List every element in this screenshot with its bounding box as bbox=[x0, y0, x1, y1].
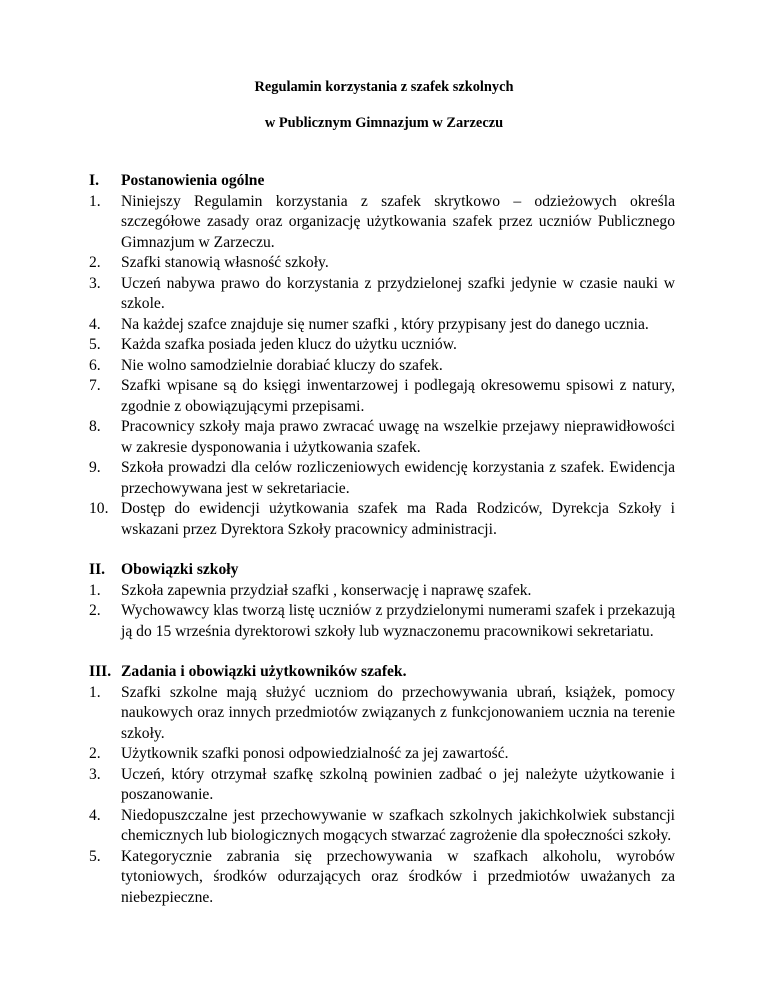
list-item bbox=[89, 744, 675, 765]
list-item bbox=[89, 458, 675, 499]
section-school-duties bbox=[89, 560, 675, 642]
list-item bbox=[89, 847, 675, 909]
item-text: Każda szafka posiada jeden klucz do użytku uczniów. bbox=[121, 336, 457, 353]
item-number: 3. bbox=[89, 274, 101, 292]
section-number: II. bbox=[89, 561, 106, 578]
item-number: 2. bbox=[89, 602, 101, 619]
list-item bbox=[89, 274, 675, 315]
item-text: Szafki stanowią własność szkoły. bbox=[121, 254, 329, 271]
item-number: 4. bbox=[89, 315, 101, 333]
item-number: 2. bbox=[89, 745, 101, 762]
item-number: 1. bbox=[89, 581, 101, 599]
section-title: Zadania i obowiązki użytkowników szafek. bbox=[121, 663, 407, 680]
item-number: 1. bbox=[89, 192, 101, 210]
item-text: Wychowawcy klas tworzą listę uczniów z przydzielonymi numerami szafek i przekazują ją do 15 września dyrektorowi szkoły lub wyznaczonemu pracownikowi sekretariatu. bbox=[121, 602, 675, 640]
item-text: Szkoła prowadzi dla celów rozliczeniowych ewidencję korzystania z szafek. Ewidencja przechowywana jest w sekretariacie. bbox=[121, 459, 675, 497]
section-number: III. bbox=[89, 663, 112, 680]
list-item bbox=[89, 499, 675, 540]
list-item bbox=[89, 765, 675, 806]
list-item bbox=[89, 417, 722, 458]
item-text: Kategorycznie zabrania się przechowywania w szafkach alkoholu, wyrobów tytoniowych, środków odurzających oraz środków i przedmiotów uważanych za niebezpieczne. bbox=[121, 847, 675, 906]
item-text: Szkoła zapewnia przydział szafki , konserwację i naprawę szafek. bbox=[121, 581, 532, 599]
document-title: Regulamin korzystania z szafek szkolnych bbox=[254, 79, 514, 95]
item-number: 5. bbox=[89, 847, 101, 865]
document-subtitle: w Publicznym Gimnazjum w Zarzeczu bbox=[264, 115, 504, 131]
section-heading bbox=[89, 171, 675, 192]
item-number: 7. bbox=[89, 377, 101, 394]
item-text: Uczeń, który otrzymał szafkę szkolną powinien zadbać o jej należyte użytkowanie i poszanowanie. bbox=[121, 765, 675, 803]
item-text: Niedopuszczalne jest przechowywanie w szafkach szkolnych jakichkolwiek substancji chemicznych lub biologicznych mogących stwarzać zagrożenie dla społeczności szkoły. bbox=[121, 806, 675, 844]
item-text: Na każdej szafce znajduje się numer szafki , który przypisany jest do danego ucznia. bbox=[121, 315, 649, 333]
list-item bbox=[89, 356, 675, 377]
item-text: Uczeń nabywa prawo do korzystania z przydzielonej szafki jedynie w czasie nauki w szkole. bbox=[121, 274, 675, 312]
item-number: 2. bbox=[89, 254, 101, 271]
section-user-duties bbox=[89, 662, 675, 908]
section-heading bbox=[89, 662, 675, 683]
item-text: Szafki wpisane są do księgi inwentarzowej i podlegają okresowemu spisowi z natury, zgodnie z obowiązującymi przepisami. bbox=[121, 377, 675, 415]
item-text: Nie wolno samodzielnie dorabiać kluczy do szafek. bbox=[121, 356, 443, 374]
list-item bbox=[89, 601, 675, 642]
item-number: 5. bbox=[89, 336, 101, 353]
section-title: Postanowienia ogólne bbox=[121, 172, 265, 189]
list-item bbox=[89, 192, 675, 254]
document-body bbox=[89, 171, 722, 908]
item-number: 4. bbox=[89, 806, 101, 824]
item-number: 8. bbox=[89, 418, 101, 435]
item-number: 3. bbox=[89, 765, 101, 783]
item-text: Użytkownik szafki ponosi odpowiedzialność za jej zawartość. bbox=[121, 745, 509, 762]
section-general-provisions bbox=[89, 171, 722, 540]
item-text: Niniejszy Regulamin korzystania z szafek skrytkowo – odzieżowych określa szczegółowe zasady oraz organizację użytkowania szafek przez uczniów Publicznego Gimnazjum w Zarzeczu. bbox=[121, 192, 675, 251]
item-number: 9. bbox=[89, 459, 101, 476]
list-item bbox=[89, 683, 675, 745]
item-number: 1. bbox=[89, 683, 101, 701]
section-heading bbox=[89, 560, 675, 581]
item-text: Dostęp do ewidencji użytkowania szafek ma Rada Rodziców, Dyrekcja Szkoły i wskazani przez Dyrektora Szkoły pracownicy administracji. bbox=[121, 500, 675, 538]
section-title: Obowiązki szkoły bbox=[121, 561, 239, 578]
list-item bbox=[89, 253, 675, 274]
list-item bbox=[89, 335, 675, 356]
list-item bbox=[89, 581, 675, 602]
item-text: Pracownicy szkoły maja prawo zwracać uwagę na wszelkie przejawy nieprawidłowości w zakresie dysponowania i użytkowania szafek. bbox=[121, 418, 722, 456]
item-number: 6. bbox=[89, 356, 101, 374]
list-item bbox=[89, 315, 675, 336]
list-item bbox=[89, 806, 675, 847]
item-number: 10. bbox=[89, 500, 109, 517]
item-text: Szafki szkolne mają służyć uczniom do przechowywania ubrań, książek, pomocy naukowych oraz innych przedmiotów związanych z funkcjonowaniem ucznia na terenie szkoły. bbox=[121, 683, 675, 742]
list-item bbox=[89, 376, 675, 417]
section-number: I. bbox=[89, 172, 99, 189]
